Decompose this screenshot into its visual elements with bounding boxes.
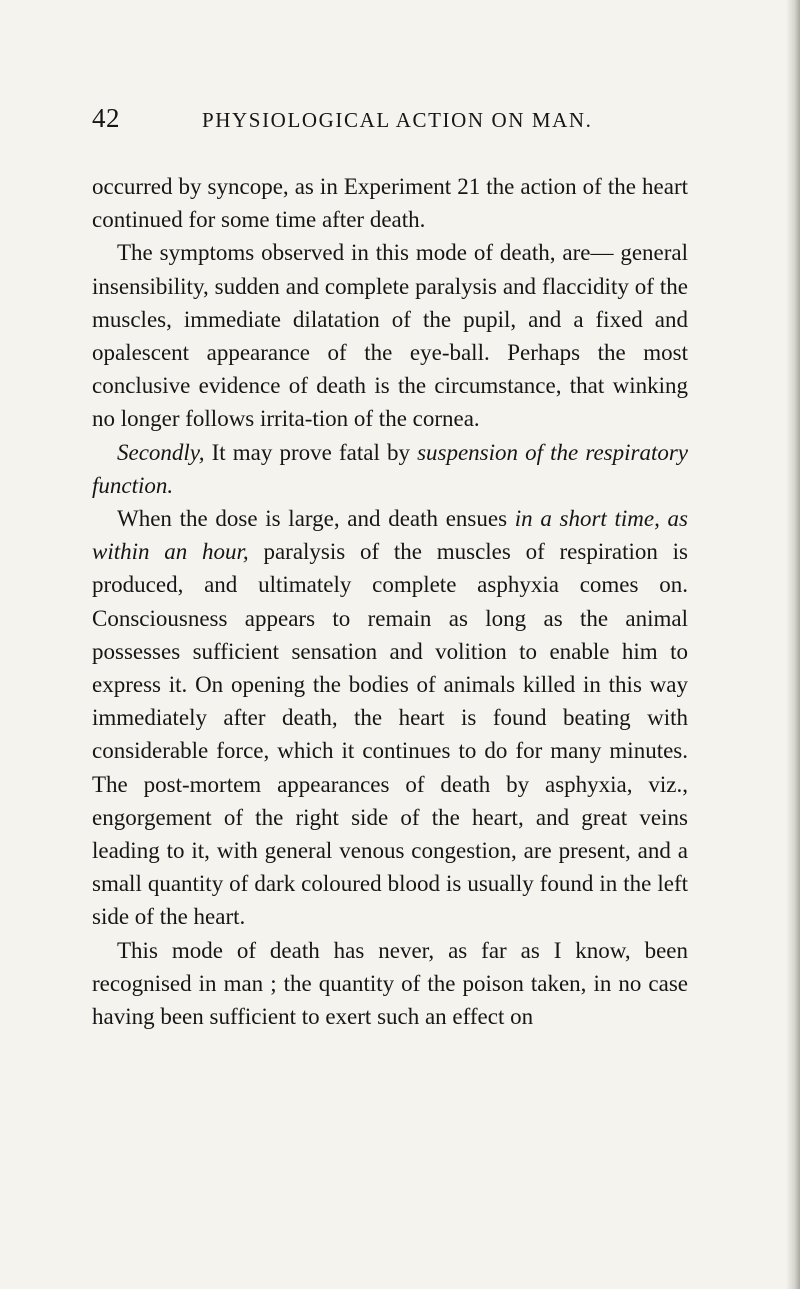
- paragraph-3-italic: suspension of the respiratory function.: [92, 439, 688, 498]
- page-number: 42: [92, 103, 120, 133]
- paragraph-1: occurred by syncope, as in Experiment 21 the action of the heart continued for some time after death.: [92, 174, 688, 233]
- paragraph-4-italic: in a short time, as within an hour,: [92, 506, 689, 565]
- body-text: [92, 170, 688, 1033]
- page-header: [92, 103, 688, 147]
- paragraph-2: The symptoms observed in this mode of death, are— general insensibility, sudden and complete paralysis and flaccidity of the muscles, immediate dilatation of the pupil, and a fixed and opalescent appearance of the eye-ball. Perhaps the most conclusive evidence of death is the circumstance, that winking no longer follows irrita-tion of the cornea.: [92, 240, 688, 432]
- paragraph-3: [92, 436, 688, 502]
- paragraph-3-mid: It may prove fatal by: [204, 439, 418, 465]
- paragraph-4-rest: paralysis of the muscles of respiration is produced, and ultimately complete asphyxia comes on. Consciousness appears to remain as long as the animal possesses sufficient sensation and volition to enable him to express it. On opening the bodies of animals killed in this way immediately after death, the heart is found beating with considerable force, which it continues to do for many minutes. The post-mortem appearances of death by asphyxia, viz., engorgement of the right side of the heart, and great veins leading to it, with general venous congestion, are present, and a small quantity of dark coloured blood is usually found in the left side of the heart.: [92, 539, 688, 930]
- paragraph-4: [92, 502, 688, 934]
- paragraph-4-start: When the dose is large, and death ensues: [117, 506, 515, 532]
- running-head: PHYSIOLOGICAL ACTION ON MAN.: [202, 108, 593, 132]
- paragraph-5: This mode of death has never, as far as I know, been recognised in man ; the quantity of the poison taken, in no case having been sufficient to exert such an effect on: [92, 937, 688, 1030]
- page-edge-shadow: [786, 0, 800, 1289]
- paragraph-3-lead: Secondly,: [117, 439, 205, 465]
